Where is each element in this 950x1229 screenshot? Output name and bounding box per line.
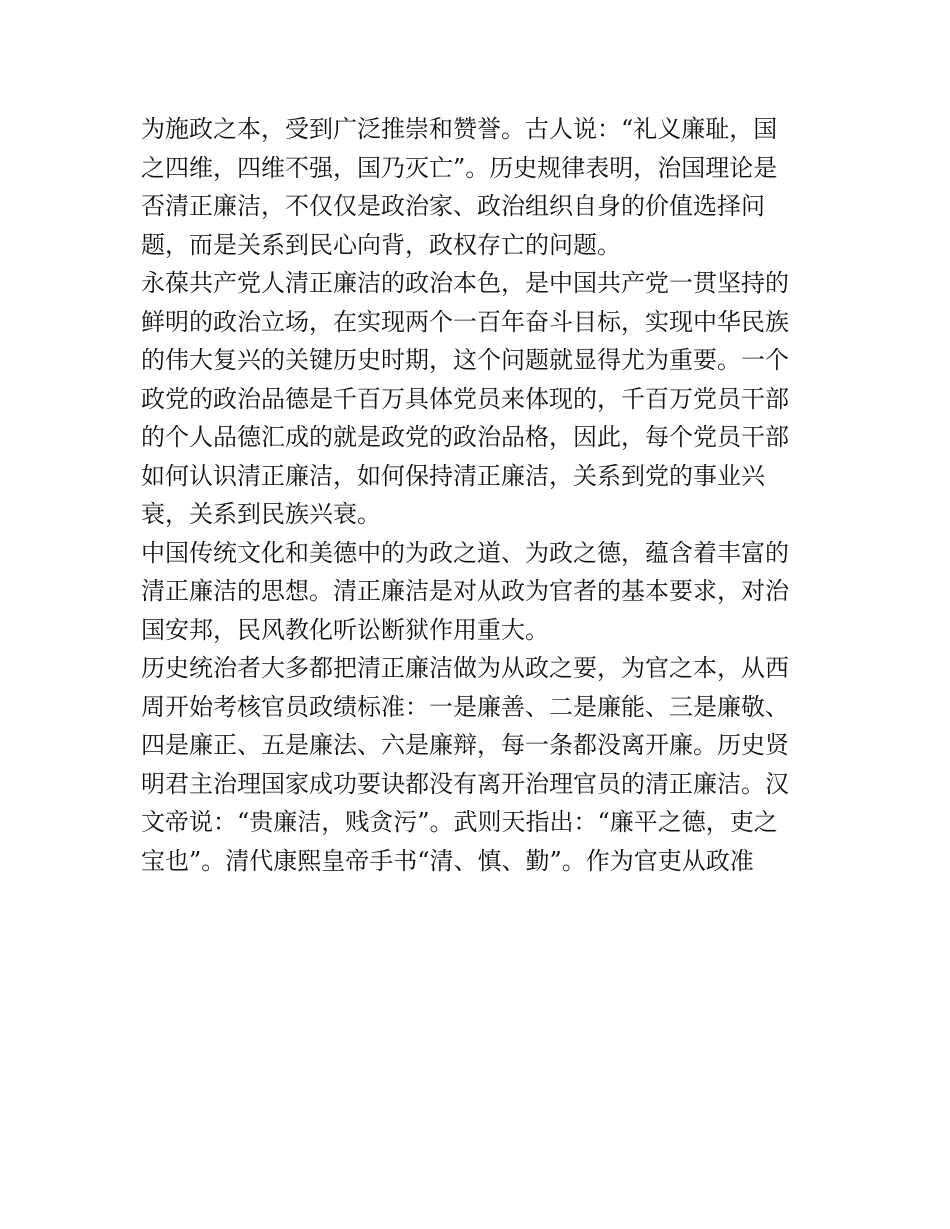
document-body [141,110,813,880]
text-line: 的伟大复兴的关键历史时期，这个问题就显得尤为重要。一个 [141,346,789,374]
text-line: 否清正廉洁，不仅仅是政治家、政治组织自身的价值选择问 [141,192,765,220]
paragraph-2 [141,264,813,534]
text-line: 四是廉正、五是廉法、六是廉辩，每一条都没离开廉。历史贤 [141,731,789,759]
text-line: 国安邦，民风教化听讼断狱作用重大。 [141,615,549,644]
text-line: 永葆共产党人清正廉洁的政治本色，是中国共产党一贯坚持的 [141,269,789,297]
paragraph-3 [141,534,813,650]
text-line: 政党的政治品德是千百万具体党员来体现的，千百万党员干部 [141,384,789,413]
text-line: 清正廉洁的思想。清正廉洁是对从政为官者的基本要求，对治 [141,577,789,605]
text-line: 衰，关系到民族兴衰。 [141,500,381,528]
paragraph-4 [141,649,813,880]
text-line: 中国传统文化和美德中的为政之道、为政之德，蕴含着丰富的 [141,538,789,567]
paragraph-1 [141,110,813,264]
text-line: 鲜明的政治立场，在实现两个一百年奋斗目标，实现中华民族 [141,307,789,336]
text-line: 历史统治者大多都把清正廉洁做为从政之要，为官之本，从西 [141,654,789,682]
text-line: 之四维，四维不强，国乃灭亡”。历史规律表明，治国理论是 [141,153,778,182]
text-line: 明君主治理国家成功要诀都没有离开治理官员的清正廉洁。汉 [141,769,789,798]
text-line: 宝也”。清代康熙皇帝手书“清、慎、勤”。作为官吏从政准 [141,846,754,875]
text-line: 的个人品德汇成的就是政党的政治品格，因此，每个党员干部 [141,423,789,451]
text-line: 文帝说：“贵廉洁，贱贪污”。武则天指出：“廉平之德，吏之 [141,808,778,836]
text-line: 周开始考核官员政绩标准：一是廉善、二是廉能、三是廉敬、 [141,692,789,721]
text-line: 题，而是关系到民心向背，政权存亡的问题。 [141,230,621,259]
text-line: 如何认识清正廉洁，如何保持清正廉洁，关系到党的事业兴 [141,461,765,490]
text-line: 为施政之本，受到广泛推崇和赞誉。古人说：“礼义廉耻，国 [141,115,778,143]
